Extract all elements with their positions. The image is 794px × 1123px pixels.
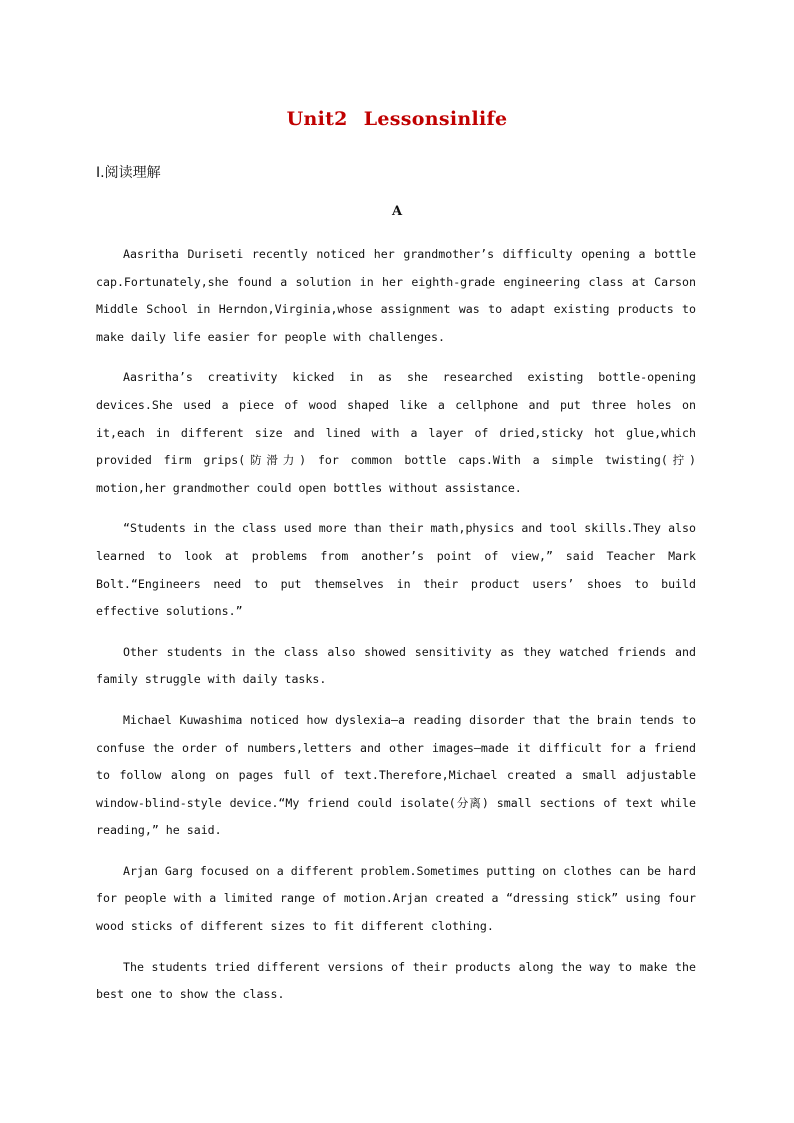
section-heading: Ⅰ.阅读理解 (96, 165, 161, 181)
title-unit: Unit2 (286, 108, 348, 130)
page-title (0, 108, 794, 130)
paragraph: “Students in the class used more than their math,physics and tool skills.They also learned to look at problems from another’s point of view,” said Teacher Mark Bolt.“Engineers need to put themselves in their product users’ shoes to build effective solutions.” (96, 521, 696, 619)
paragraph: The students tried different versions of their products along the way to make the best one to show the class. (96, 959, 696, 1002)
paragraph: Aasritha’s creativity kicked in as she researched existing bottle-opening devices.She used a piece of wood shaped like a cellphone and put three holes on it,each in different size and lined with a layer of dried,sticky hot glue,which provided firm grips(防滑力) for common bottle caps.With a simple twisting(拧) motion,her grandmother could open bottles without assistance. (96, 370, 696, 495)
title-topic: Lessonsinlife (363, 108, 508, 130)
passage-body (96, 241, 696, 1022)
passage-label: A (391, 204, 403, 219)
paragraph: Other students in the class also showed sensitivity as they watched friends and family struggle with daily tasks. (96, 644, 696, 687)
paragraph: Arjan Garg focused on a different problem.Sometimes putting on clothes can be hard for people with a limited range of motion.Arjan created a “dressing stick” using four wood sticks of different sizes to fit different clothing. (96, 863, 696, 934)
paragraph: Aasritha Duriseti recently noticed her grandmother’s difficulty opening a bottle cap.Fortunately,she found a solution in her eighth-grade engineering class at Carson Middle School in Herndon,Virginia,whose assignment was to adapt existing products to make daily life easier for people with challenges. (96, 247, 696, 344)
paragraph: Michael Kuwashima noticed how dyslexia—a reading disorder that the brain tends to confuse the order of numbers,letters and other images—made it difficult for a friend to follow along on pages full of text.Therefore,Michael created a small adjustable window-blind-style device.“My friend could isolate(分离) small sections of text while reading,” he said. (96, 712, 696, 838)
